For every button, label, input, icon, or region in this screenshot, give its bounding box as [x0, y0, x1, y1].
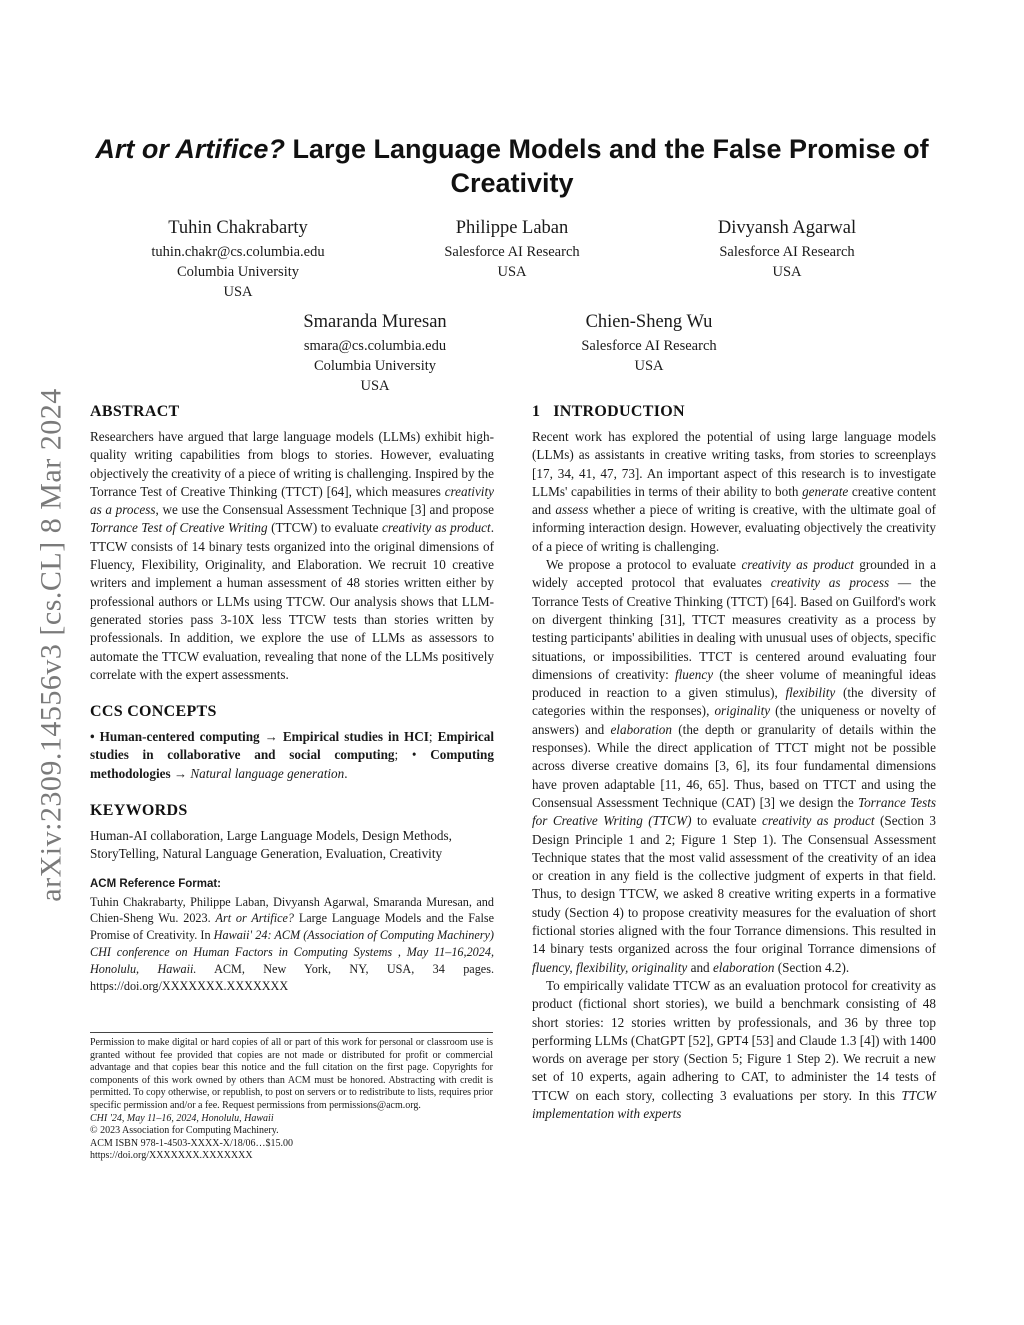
venue-line: CHI '24, May 11–16, 2024, Honolulu, Hawaii: [90, 1112, 274, 1124]
author-country: USA: [634, 358, 664, 374]
intro-paragraph: To empirically validate TTCW as an evaluation protocol for creativity as product (fictional short stories), we build a benchmark consisting of 48 short stories: 12 stories written by professionals, and 36 by three top performing LLMs (ChatGPT [52], GPT4 [53] and Claude 1.3 [4]) with 1400 words on average per story (Section 5; Figure 1 Step 2). We recruit a new set of 10 experts, again adhering to CAT, to administer the 14 tests of TTCW on each story, collecting 3 evaluations per story. In this TTCW implementation with experts: [532, 977, 936, 1121]
copyright-line: © 2023 Association for Computing Machinery.: [90, 1125, 279, 1137]
author-block: [519, 310, 779, 376]
author-block: [245, 310, 505, 396]
ccs-text: • Human-centered computing → Empirical studies in HCI; Empirical studies in collaborative and social computing; • Computing methodologies → Natural language generation.: [90, 729, 494, 781]
author-name: Chien-Sheng Wu: [585, 312, 713, 332]
doi-link[interactable]: https://doi.org/XXXXXXX.XXXXXXX: [90, 1150, 253, 1162]
author-email: smara@cs.columbia.edu: [303, 338, 447, 354]
arxiv-stamp-text: arXiv:2309.14556v3 [cs.CL] 8 Mar 2024: [35, 388, 68, 902]
paper-title: [80, 132, 944, 200]
author-block: [382, 216, 642, 282]
right-column: [532, 402, 936, 1123]
author-name: Smaranda Muresan: [303, 312, 447, 332]
permission-text: Permission to make digital or hard copies of all or part of this work for personal or classroom use is granted without fee provided that copies are not made or distributed for profit or commercial advantage and that copies bear this notice and the full citation on the first page. Copyrights for components of this work owned by others than ACM must be honored. Abstracting with credit is permitted. To copy otherwise, or republish, to post on servers or to redistribute to lists, requires prior specific permission and/or a fee. Request permissions from permissions@acm.org.: [90, 1037, 493, 1111]
author-name: Divyansh Agarwal: [717, 218, 857, 238]
permission-footnote: [90, 1032, 493, 1163]
author-block: [108, 216, 368, 302]
intro-paragraph: We propose a protocol to evaluate creativity as product grounded in a widely accepted protocol that evaluates creativity as process — the Torrance Tests of Creative Thinking (TTCT) [64]. Based on Guilford's work on divergent thinking [31], TTCT measures creativity as a process by testing participants' abilities in dealing with unusual uses of objects, specific situations, or impossibilities. TTCT is centered around evaluating four dimensions of creativity: fluency (the sheer volume of meaningful ideas produced in reaction to a given stimulus), flexibility (the diversity of categories within the responses), originality (the uniqueness or novelty of answers) and elaboration (the depth or granularity of details within the responses). While the direct application of TTCT might not be possible across diverse creative domains [3, 6], its four fundamental dimensions have proven adaptable [11, 46, 65]. Thus, based on TTCT and using the Consensual Assessment Technique (CAT) [3] we design the Torrance Tests for Creative Writing (TTCW) to evaluate creativity as product (Section 3 Design Principle 1 and 2; Figure 1 Step 1). The Consensual Assessment Technique states that the most valid assessment of the creativity of an idea or creation in any field is the collective judgment of experts in that field. Thus, to design TTCW, we asked 8 creative writing experts in a formative study (Section 4) to propose creativity measures for the evaluation of short fictional stories aligned with the four Torrance dimensions. This resulted in 14 binary tests organized across the four original Torrance dimensions of fluency, flexibility, originality and elaboration (Section 4.2).: [532, 557, 937, 975]
keywords-text: Human-AI collaboration, Large Language Models, Design Methods, StoryTelling, Natural Language Generation, Evaluation, Creativity: [90, 828, 452, 862]
keywords-heading: KEYWORDS: [90, 802, 188, 820]
title-italic: Art or Artifice?: [95, 134, 285, 164]
author-country: USA: [360, 378, 390, 394]
author-affiliation: Salesforce AI Research: [444, 244, 580, 260]
acm-ref-heading: ACM Reference Format:: [90, 877, 221, 890]
intro-paragraph: Recent work has explored the potential of using large language models (LLMs) as assistants in creative writing tasks, from stories to screenplays [17, 34, 41, 47, 73]. An important aspect of this research is to investigate LLMs' capabilities in terms of their ability to both generate creative content and assess whether a piece of writing is creative, with the ultimate goal of informing interaction design. However, evaluating objectively the creativity of a piece of writing is challenging.: [532, 429, 936, 554]
author-affiliation: Columbia University: [313, 358, 437, 374]
abstract-heading: ABSTRACT: [90, 403, 180, 420]
author-affiliation: Columbia University: [176, 264, 300, 280]
author-country: USA: [772, 264, 802, 280]
intro-heading: 1 INTRODUCTION: [532, 403, 685, 420]
acm-ref-text: Tuhin Chakrabarty, Philippe Laban, Divyansh Agarwal, Smaranda Muresan, and Chien-Sheng Wu. 2023. Art or Artifice? Large Language Models and the False Promise of Creativity. In Hawaii' 24: ACM (Association of Computing Machinery) CHI conference on Human Factors in Computing Systems , May 11–16,2024, Honolulu, Hawaii. ACM, New York, NY, USA, 34 pages. https://doi.org/XXXXXXX.XXXXXXX: [90, 894, 494, 993]
author-affiliation: Salesforce AI Research: [581, 338, 717, 354]
author-country: USA: [497, 264, 527, 280]
title-rest: Large Language Models and the False Promise of Creativity: [284, 134, 929, 198]
left-column: [90, 402, 494, 994]
author-name: Tuhin Chakrabarty: [168, 218, 308, 238]
author-affiliation: Salesforce AI Research: [719, 244, 855, 260]
author-email: tuhin.chakr@cs.columbia.edu: [151, 244, 325, 260]
author-name: Philippe Laban: [455, 218, 569, 238]
abstract-text: Researchers have argued that large language models (LLMs) exhibit high-quality writing capabilities from blogs to stories. However, evaluating objectively the creativity of a piece of writing is challenging. Inspired by the Torrance Test of Creative Thinking (TTCT) [64], which measures creativity as a process, we use the Consensual Assessment Technique [3] and propose Torrance Test of Creative Writing (TTCW) to evaluate creativity as product. TTCW consists of 14 binary tests organized into the original dimensions of Fluency, Flexibility, Originality, and Elaboration. We recruit 10 creative writers and implement a human assessment of 48 stories written either by professional authors or LLMs using TTCW. Our analysis shows that LLM-generated stories pass 3-10X less TTCW tests than stories written by professionals. In addition, we explore the use of LLMs as assessors to automate the TTCW evaluation, revealing that none of the LLMs positively correlate with the expert assessments.: [90, 429, 494, 682]
ccs-heading: CCS CONCEPTS: [90, 703, 217, 721]
isbn-line: ACM ISBN 978-1-4503-XXXX-X/18/06…$15.00: [90, 1137, 294, 1149]
author-country: USA: [223, 284, 253, 300]
author-block: [657, 216, 917, 282]
arxiv-stamp: [22, 360, 82, 930]
